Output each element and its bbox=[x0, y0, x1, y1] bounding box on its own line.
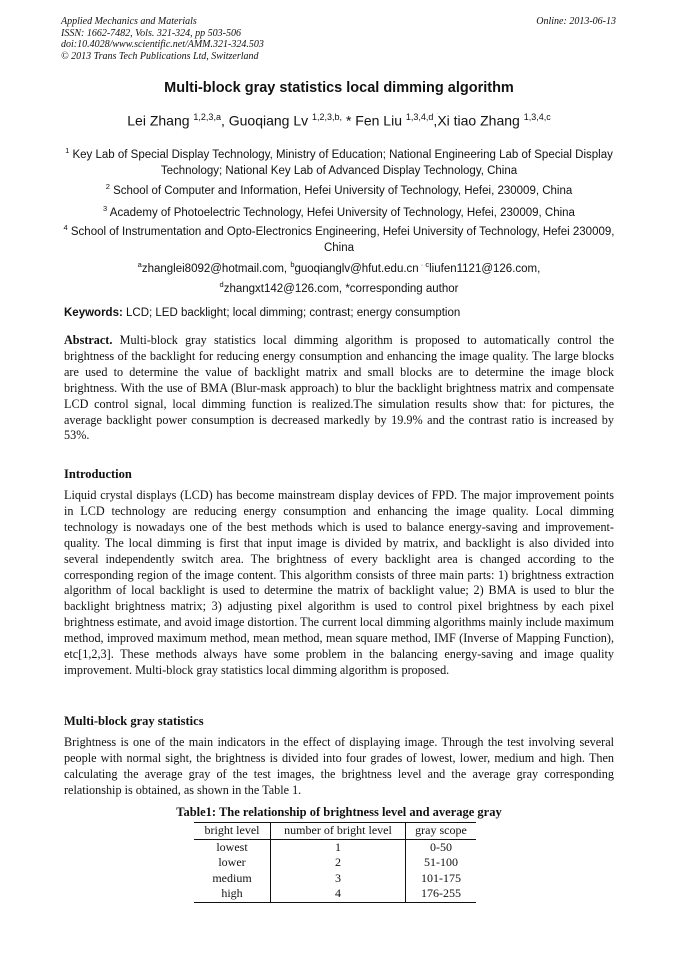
issn-line: ISSN: 1662-7482, Vols. 321-324, pp 503-506 bbox=[61, 27, 241, 39]
author-name: Lei Zhang bbox=[127, 112, 194, 129]
brightness-table bbox=[194, 822, 476, 903]
table-row bbox=[194, 871, 476, 887]
introduction-paragraph: Liquid crystal displays (LCD) has become mainstream display devices of FPD. The major improvement points in LCD technology are reducing energy consumption and enhancing the image quality. Local dimming technology is nowadays one of the best methods which is used to balance energy-saving and improvement-quality. The local dimming is first that input image is divided by matrix, and backlight is also divided into several independently switch area. The brightness of every backlight area is changed according to the corresponding region of the image content. This algorithm consists of three main parts: 1) brightness extraction algorithm of local backlight is used to determine the matrix of backlight value; 2) BMA is used to blur the backlight brightness matrix; 3) adjusting pixel algorithm is used to control pixel brightness by each pixel brightness estimate, and avoid image distortion. The current local dimming algorithms mainly include maximum method, improved maximum method, mean method, mean square method, IMF (Inverse of Mapping Function), etc[1,2,3]. These methods always have some problem in the balancing energy-saving and image quality improvement. Multi-block gray statistics local dimming algorithm is proposed. bbox=[64, 488, 614, 677]
affiliation-1 bbox=[62, 143, 616, 179]
author-separator: * bbox=[342, 112, 356, 129]
affiliation-number: 3 bbox=[103, 204, 108, 213]
affiliation-number: 1 bbox=[65, 146, 70, 155]
table-caption: Table1: The relationship of brightness level and average gray bbox=[176, 805, 502, 819]
author-list bbox=[0, 112, 678, 129]
author-name: Guoqiang Lv bbox=[228, 112, 313, 129]
table-row bbox=[194, 886, 476, 902]
journal-header bbox=[61, 16, 264, 62]
table-row bbox=[194, 839, 476, 855]
table-cell: lowest bbox=[194, 839, 271, 855]
copyright-line: © 2013 Trans Tech Publications Ltd, Switzerland bbox=[61, 50, 259, 62]
email-c: liufen1121@126.com, bbox=[429, 262, 541, 275]
affiliation-4 bbox=[62, 220, 616, 256]
journal-name: Applied Mechanics and Materials bbox=[61, 16, 197, 27]
author-affiliation-marker: 1,3,4,d bbox=[405, 112, 434, 122]
table-cell: 4 bbox=[271, 886, 406, 902]
email-b: guoqianglv@hfut.edu.cn bbox=[294, 262, 419, 275]
table-cell: 101-175 bbox=[421, 870, 461, 885]
author-separator: , bbox=[220, 112, 229, 129]
section-heading-introduction: Introduction bbox=[64, 467, 132, 481]
online-date: Online: 2013-06-13 bbox=[536, 16, 616, 27]
keywords bbox=[64, 307, 460, 319]
author-affiliation-marker: 1,2,3,b, bbox=[312, 112, 343, 122]
multi-block-paragraph: Brightness is one of the main indicators in the effect of displaying image. Through the test involving several people with normal sight, the brightness is divided into four grades of lowest, lower, medium and high. Then calculating the average gray of the test images, the brightness level and the average gray corresponding relationship is obtained, as shown in the Table 1. bbox=[64, 735, 614, 797]
affiliation-2 bbox=[62, 179, 616, 199]
table-header-cell: bright level bbox=[194, 823, 271, 840]
table-header-row bbox=[194, 823, 476, 840]
table-cell: medium bbox=[194, 871, 271, 887]
table-cell: 1 bbox=[271, 839, 406, 855]
affiliation-text: School of Computer and Information, Hefei University of Technology, Hefei, 230009, China bbox=[109, 184, 573, 197]
affiliation-text: Key Lab of Special Display Technology, Ministry of Education; National Engineering Lab of Special Display Technology; National Key Lab of Advanced Display Technology, China bbox=[69, 148, 613, 177]
table-cell: high bbox=[194, 886, 271, 902]
affiliation-number: 2 bbox=[105, 182, 110, 191]
affiliation-text: Academy of Photoelectric Technology, Hefei University of Technology, Hefei, 230009, China bbox=[107, 206, 575, 219]
affiliation-3 bbox=[62, 201, 616, 221]
author-emails bbox=[62, 257, 616, 297]
table-cell: 3 bbox=[271, 871, 406, 887]
table-header-cell: gray scope bbox=[415, 823, 467, 838]
keywords-label: Keywords: bbox=[64, 307, 123, 319]
abstract bbox=[64, 333, 614, 444]
email-marker: d bbox=[219, 279, 224, 289]
email-d: zhangxt142@126.com, *corresponding author bbox=[223, 282, 459, 295]
table-cell: 176-255 bbox=[421, 886, 461, 901]
author-name: Xi tiao Zhang bbox=[437, 112, 524, 129]
paper-title: Multi-block gray statistics local dimming algorithm bbox=[164, 80, 514, 96]
author-separator: , bbox=[433, 112, 438, 129]
email-marker: · c bbox=[418, 260, 430, 269]
table-cell: 2 bbox=[271, 855, 406, 871]
section-heading-multi-block: Multi-block gray statistics bbox=[64, 714, 204, 728]
table-header-cell: number of bright level bbox=[271, 823, 406, 840]
email-a: zhanglei8092@hotmail.com, bbox=[141, 262, 291, 275]
doi-line: doi:10.4028/www.scientific.net/AMM.321-324.503 bbox=[61, 39, 264, 50]
abstract-text: Multi-block gray statistics local dimming algorithm is proposed to automatically control the brightness of the backlight for reducing energy consumption and enhancing the image quality. The large blocks are used to determine the value of backlight matrix and small blocks are to determine the image block brightness. With the use of BMA (Blur-mask approach) to blur the backlight brightness matrix and compensate LCD control signal, local dimming function is realized.The simulation results show that: for pictures, the average backlight power consumption is decreased markedly by 19.9% and the contrast ratio is increased by 53%. bbox=[64, 333, 614, 443]
email-marker: b bbox=[290, 260, 295, 269]
affiliation-text: School of Instrumentation and Opto-Electronics Engineering, Hefei University of Technology, Hefei 230009, China bbox=[67, 225, 615, 254]
table-cell: 0-50 bbox=[430, 839, 452, 854]
keywords-text: LCD; LED backlight; local dimming; contrast; energy consumption bbox=[122, 307, 461, 319]
abstract-label: Abstract. bbox=[64, 333, 113, 347]
affiliation-number: 4 bbox=[63, 223, 68, 232]
table-row bbox=[194, 855, 476, 871]
table-cell: lower bbox=[194, 855, 271, 871]
author-name: Fen Liu bbox=[355, 112, 406, 129]
author-affiliation-marker: 1,2,3,a bbox=[193, 112, 221, 122]
author-affiliation-marker: 1,3,4,c bbox=[523, 112, 551, 122]
table-cell: 51-100 bbox=[424, 855, 458, 870]
email-marker: a bbox=[137, 260, 142, 269]
